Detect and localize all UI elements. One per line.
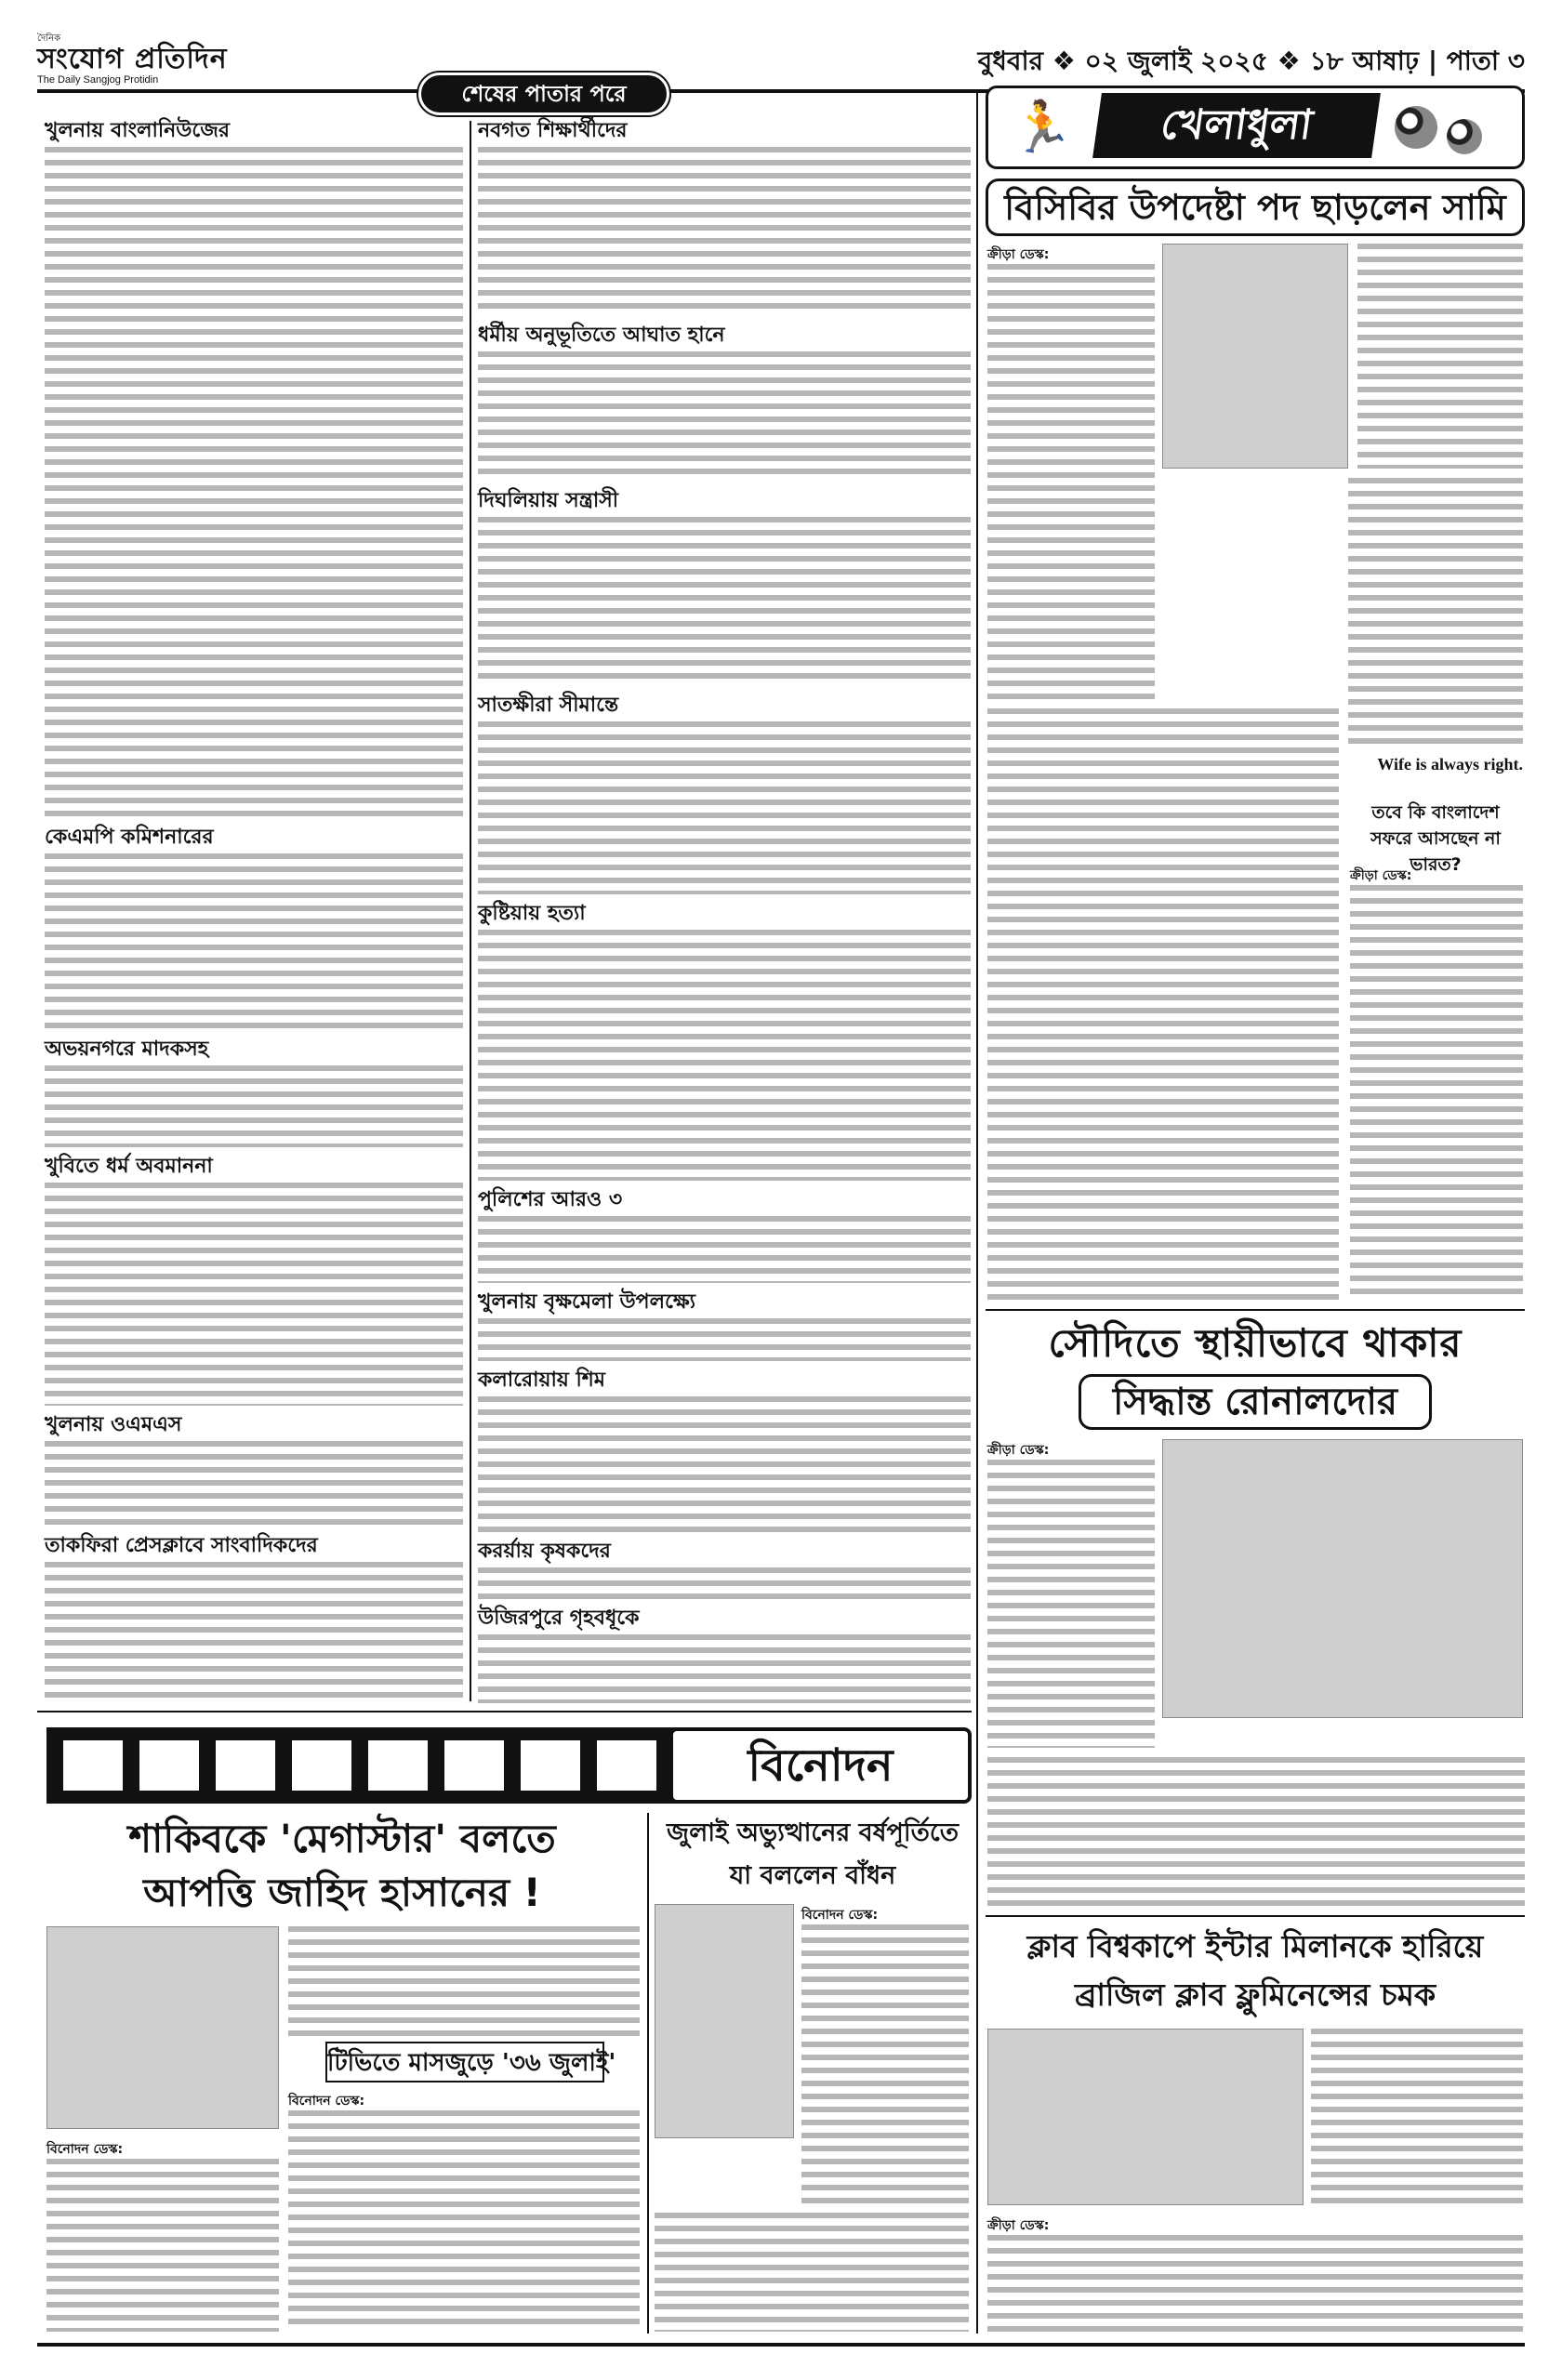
sports-byline: ক্রীড়া ডেস্ক: [987, 247, 1050, 262]
mid-section-heading: ধর্মীয় অনুভূতিতে আঘাত হানে [478, 324, 725, 347]
left-section-heading: অভয়নগরে মাদকসহ [45, 1038, 209, 1061]
article-text-block [1348, 478, 1523, 747]
july-headline-1: জুলাই অভ্যুত্থানের বর্ষপূর্তিতে [667, 1818, 959, 1847]
section-divider [986, 1309, 1525, 1311]
mid-section-heading: খুলনায় বৃক্ষমেলা উপলক্ষ্যে [478, 1290, 696, 1314]
shakib-headline-1: শাকিবকে 'মেগাস্টার' বলতে [128, 1816, 556, 1861]
ronaldo-headline-2: সিদ্ধান্ত রোনালদোর [1079, 1374, 1432, 1430]
article-text-block [45, 1065, 463, 1147]
article-text-block [987, 1757, 1525, 1908]
article-text-block [45, 147, 463, 818]
article-text-block [801, 1924, 969, 2203]
page-bottom-rule [37, 2343, 1525, 2347]
club-headline-2: ব্রাজিল ক্লাব ফ্লুমিনেন্সের চমক [1074, 1977, 1436, 2013]
article-text-block [288, 1926, 640, 2036]
article-text-block [478, 351, 971, 482]
section-divider [37, 1711, 972, 1712]
entertainment-section-title: বিনোদন [669, 1727, 972, 1804]
article-text-block [655, 2213, 969, 2332]
left-section-heading: কেএমপি কমিশনারের [45, 826, 214, 849]
masthead-tagline: দৈনিক [37, 33, 61, 44]
left-section-heading: খুলনায় বাংলানিউজের [45, 119, 231, 142]
ronaldo-photo [1162, 1439, 1523, 1718]
mid-section-heading: উজিরপুরে গৃহবধূকে [478, 1606, 640, 1630]
article-text-block [45, 853, 463, 1030]
section-divider [986, 1915, 1525, 1917]
column-divider [976, 93, 978, 2334]
mid-section-heading: সাতক্ষীরা সীমান্তে [478, 694, 619, 717]
tv-box: টিভিতে মাসজুড়ে '৩৬ জুলাই' [325, 2042, 604, 2082]
article-text-block [987, 708, 1339, 1300]
article-text-block [478, 930, 971, 1181]
article-text-block [478, 1396, 971, 1532]
shakib-headline-2: আপত্তি জাহিদ হাসানের ! [143, 1870, 541, 1915]
article-text-block [478, 721, 971, 894]
sports-byline: ক্রীড়া ডেস্ক: [987, 1443, 1050, 1458]
masthead-logo [37, 33, 344, 87]
column-divider [647, 1813, 649, 2334]
club-photo [987, 2029, 1304, 2205]
left-section-heading: তাকফিরা প্রেসক্লাবে সাংবাদিকদের [45, 1534, 318, 1557]
film-reel-graphic [46, 1727, 679, 1804]
article-text-block [45, 1562, 463, 1701]
mid-section-heading: কলারোয়ায় শিম [478, 1368, 605, 1392]
article-text-block [987, 1460, 1155, 1748]
column-divider [470, 121, 471, 1701]
football-icon [1395, 106, 1437, 149]
article-text-block [1311, 2029, 1523, 2205]
article-text-block [45, 1441, 463, 1527]
mid-section-heading: দিঘলিয়ায় সন্ত্রাসী [478, 489, 619, 512]
left-section-heading: খুলনায় ওএমএস [45, 1413, 182, 1436]
entertainment-byline: বিনোদন ডেস্ক: [46, 2142, 124, 2157]
masthead-title-en: The Daily Sangjog Protidin [37, 74, 159, 86]
actress-photo [655, 1904, 794, 2138]
mid-section-heading: কুষ্টিয়ায় হত্যা [478, 902, 586, 925]
quote-line: Wife is always right. [1377, 755, 1523, 774]
entertainment-byline: বিনোদন ডেস্ক: [801, 1908, 879, 1923]
article-text-block [478, 1567, 971, 1601]
player-photo [1162, 244, 1348, 469]
runner-icon: 🏃 [1011, 98, 1074, 156]
actor-photo [46, 1926, 279, 2129]
sports-byline: ক্রীড়া ডেস্ক: [987, 2218, 1050, 2233]
football-icon [1447, 119, 1482, 154]
article-text-block [478, 517, 971, 686]
sports-lead-headline: বিসিবির উপদেষ্টা পদ ছাড়লেন সামি [986, 178, 1525, 236]
mid-section-heading: নবগত শিক্ষার্থীদের [478, 119, 628, 142]
article-text-block [987, 2235, 1523, 2332]
jump-page-label: শেষের পাতার পরে [418, 73, 669, 115]
july-headline-2: যা বললেন বাঁধন [729, 1861, 896, 1890]
entertainment-byline: বিনোদন ডেস্ক: [288, 2094, 365, 2109]
masthead-title: সংযোগ প্রতিদিন [37, 43, 228, 75]
club-headline-1: ক্লাব বিশ্বকাপে ইন্টার মিলানকে হারিয়ে [1026, 1928, 1484, 1964]
article-text-block [478, 1216, 971, 1283]
article-text-block [1350, 885, 1523, 1300]
article-text-block [1357, 244, 1523, 469]
sports-sub-headline: তবে কি বাংলাদেশ সফরে আসছেন না ভারত? [1370, 802, 1501, 875]
mid-section-heading: করর্য়ায় কৃষকদের [478, 1540, 611, 1563]
article-text-block [46, 2159, 279, 2332]
article-text-block [478, 1634, 971, 1703]
sports-byline: ক্রীড়া ডেস্ক: [1350, 868, 1412, 883]
ronaldo-headline-1: সৌদিতে স্থায়ীভাবে থাকার [1048, 1320, 1463, 1366]
article-text-block [478, 147, 971, 316]
dateline: বুধবার ❖ ০২ জুলাই ২০২৫ ❖ ১৮ আষাঢ় | পাতা ৩ [977, 46, 1525, 76]
mid-section-heading: পুলিশের আরও ৩ [478, 1188, 623, 1211]
article-text-block [288, 2110, 640, 2332]
article-text-block [987, 264, 1155, 701]
article-text-block [478, 1318, 971, 1361]
article-text-block [45, 1183, 463, 1406]
left-section-heading: খুবিতে ধর্ম অবমাননা [45, 1155, 213, 1178]
sports-section-title: খেলাধুলা [1092, 93, 1381, 158]
